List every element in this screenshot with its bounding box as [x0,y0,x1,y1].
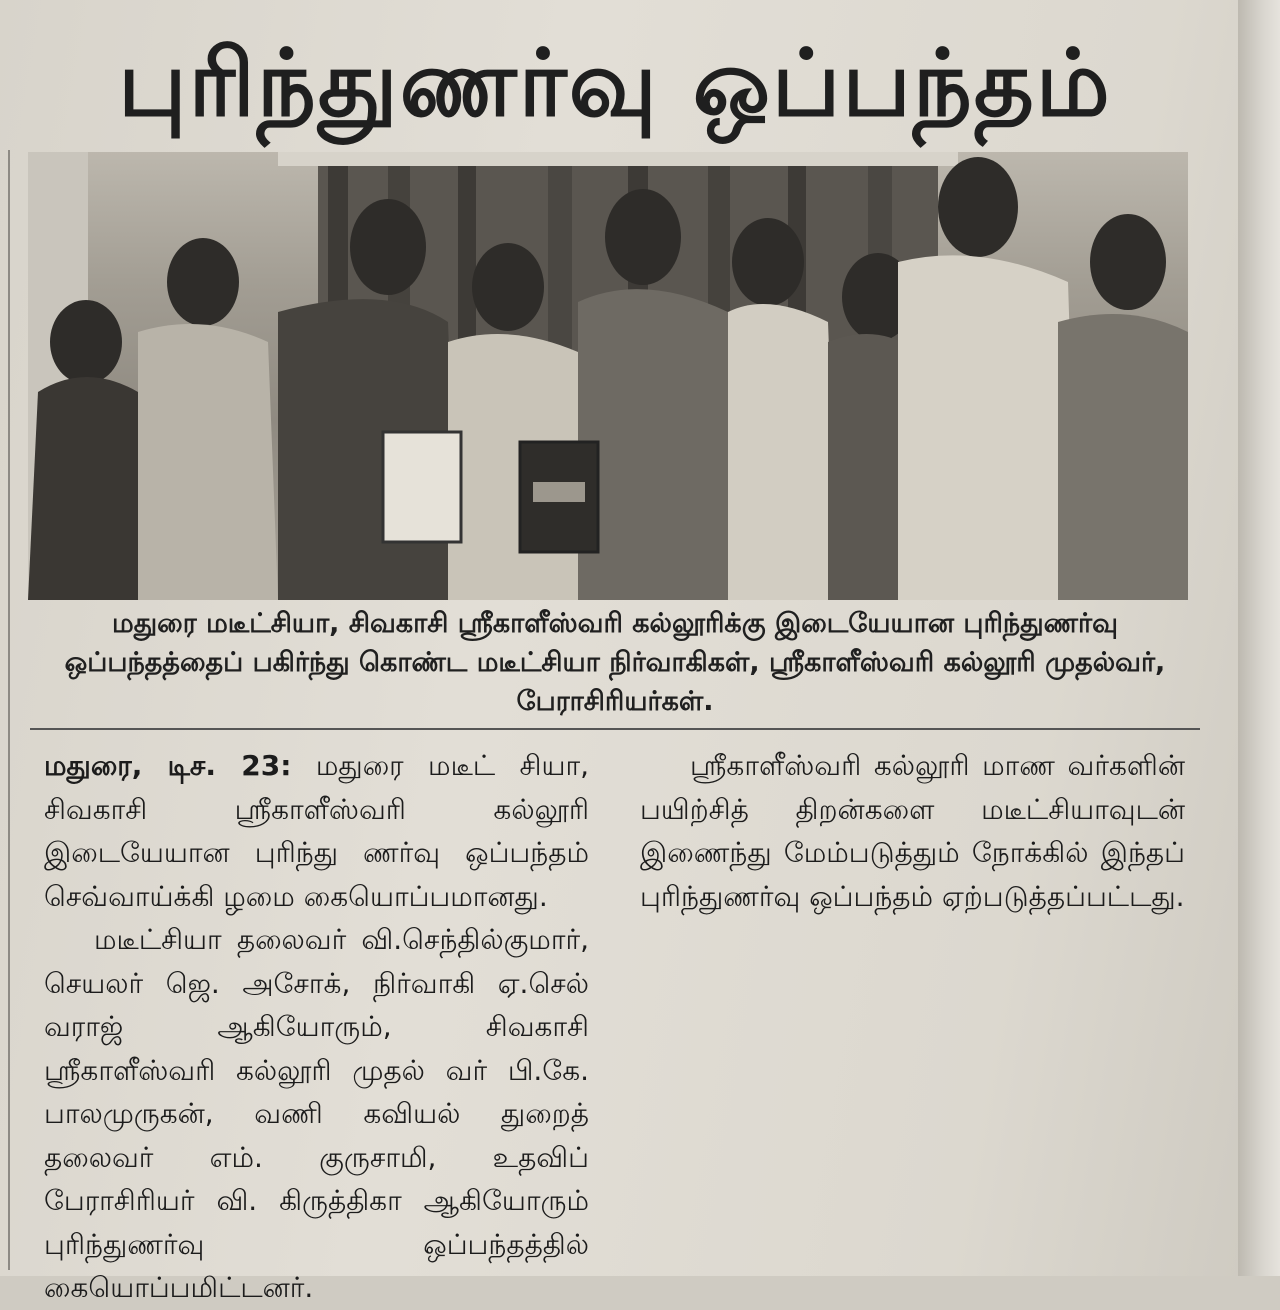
article-paragraph-1: மதுரை மடீட் சியா, சிவகாசி ஸ்ரீகாளீஸ்வரி கல்லூரி இடையேயான புரிந்து ணர்வு ஒப்பந்தம் செவ்வாய்க்கி ழமை கையொப்பமானது. [44,749,589,913]
page-edge [1238,0,1280,1276]
article-column-right [640,744,1185,918]
photo-caption: மதுரை மடீட்சியா, சிவகாசி ஸ்ரீகாளீஸ்வரி கல்லூரிக்கு இடையேயான புரிந்துணர்வு ஒப்பந்தத்தைப் பகிர்ந்து கொண்ட மடீட்சியா நிர்வாகிகள், ஸ்ரீகாளீஸ்வரி கல்லூரி முதல்வர், பேராசிரியர்கள். [64,608,1166,717]
article-paragraph-2: மடீட்சியா தலைவர் வி.செந்தில்குமார், செயலர் ஜெ. அசோக், நிர்வாகி ஏ.செல் வராஜ் ஆகியோரும், சிவகாசி ஸ்ரீகாளீஸ்வரி கல்லூரி முதல் வர் பி.கே. பாலமுருகன், வணி கவியல் துறைத் தலைவர் எம். குருசாமி, உதவிப் பேராசிரியர் வி. கிருத்திகா ஆகியோரும் புரிந்துணர்வு ஒப்பந்தத்தில் கையொப்பமிட்டனர். [44,923,589,1304]
caption-divider [30,728,1200,730]
dateline: மதுரை, டிச. 23: [44,749,292,782]
article-paragraph-3: ஸ்ரீகாளீஸ்வரி கல்லூரி மாண வர்களின் பயிற்சித் திறன்களை மடீட்சியாவுடன் இணைந்து மேம்படுத்தும் நோக்கில் இந்தப் புரிந்துணர்வு ஒப்பந்தம் ஏற்படுத்தப்பட்டது. [640,749,1185,913]
headline: புரிந்துணர்வு ஒப்பந்தம் [118,30,1112,137]
column-rule [8,150,10,1270]
news-photo [28,152,1188,600]
article-column-left [44,744,589,1310]
group-photo-illustration [28,152,1188,600]
